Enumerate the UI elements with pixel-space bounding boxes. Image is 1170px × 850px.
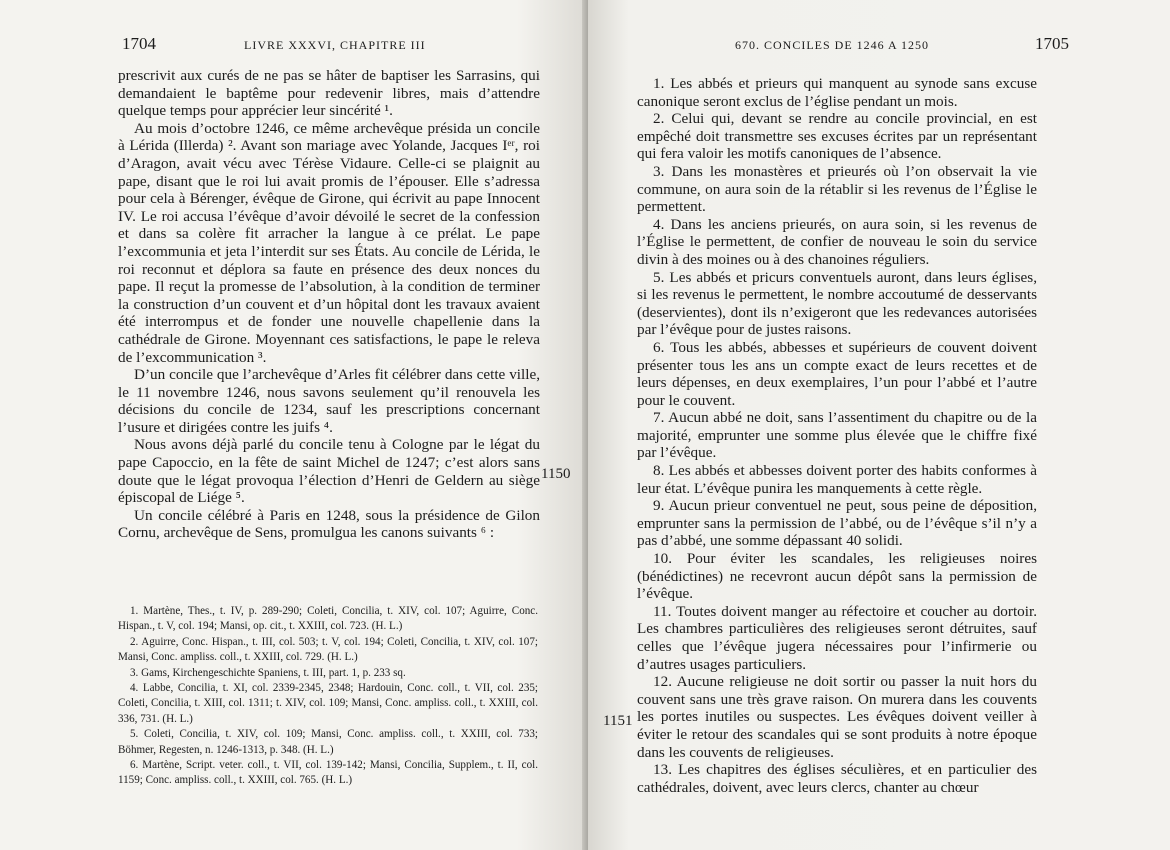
footnotes <box>118 604 538 789</box>
paragraph: 10. Pour éviter les scandales, les religieuses noires (bénédictines) ne recevront aucun dépôt sans la permission de l’évêque. <box>637 550 1037 603</box>
right-page <box>588 0 1170 850</box>
right-body-text <box>637 75 1037 796</box>
footnote: 4. Labbe, Concilia, t. XI, col. 2339-2345, 2348; Hardouin, Conc. coll., t. VII, col. 235; Coleti, Concilia, t. XIII, col. 1311; t. XIV, col. 109; Mansi, Conc. ampliss. coll., t. XXIII, col. 336, 731. (H. L.) <box>118 682 538 725</box>
paragraph: 12. Aucune religieuse ne doit sortir ou passer la nuit hors du couvent sans une très grave raison. On murera dans les couvents les portes inutiles ou suspectes. Les évêques doivent veiller à éviter le retour des scandales qui se sont produits à notre époque dans les couvents de religieuses. <box>637 673 1037 761</box>
footnote: 3. Gams, Kirchengeschichte Spaniens, t. III, part. 1, p. 233 sq. <box>130 666 406 679</box>
running-head-right: 670. CONCILES DE 1246 A 1250 <box>735 38 930 52</box>
paragraph: 9. Aucun prieur conventuel ne peut, sous peine de déposition, emprunter sans la permission de l’abbé, ou de l’évêque s’il n’y a pas d’abbé, une somme dépassant 40 solidi. <box>637 497 1037 550</box>
paragraph: 3. Dans les monastères et prieurés où l’on observait la vie commune, on aura soin de la rétablir si les revenus de l’Église le permettent. <box>637 162 1037 216</box>
paragraph: 5. Les abbés et pricurs conventuels auront, dans leurs églises, si les revenus le permettent, le nombre accoutumé de desservants (deservientes), dont ils n’exigeront que les redevances autorisées par l’évêque pour de justes raisons. <box>637 268 1037 339</box>
margin-page-ref: 1151 <box>603 713 633 729</box>
paragraph: 2. Celui qui, devant se rendre au concile provincial, en est empêché doit transmettre ses excuses écrites par un représentant qui fera valoir les motifs canoniques de l’absence. <box>637 110 1037 163</box>
paragraph: prescrivit aux curés de ne pas se hâter de baptiser les Sarrasins, qui demandaient le baptême pour redevenir libres, mais d’attendre quelque temps pour apprécier leur sincérité ¹. <box>118 67 540 120</box>
paragraph: Au mois d’octobre 1246, ce même archevêque présida un concile à Lérida (Illerda) ². Avant son mariage avec Yolande, Jacques Iᵉʳ, roi d’Aragon, avait vécu avec Térèse Vidaure. Celle-ci se plaignit au pape, disant que le roi lui avait promis de l’épouser. Elle s’adressa pour cela à Bérenger, évêque de Girone, qui écrivit au pape Innocent IV. Le roi accusa l’évêque d’avoir dévoilé le secret de la confession et dans sa colère fit arracher la langue à ce prélat. Le pape l’excommunia et jeta l’interdit sur ses États. Au concile de Lérida, le roi reconnut et déplora sa faute en présence des deux nonces du pape. Il reçut la promesse de l’absolution, à la condition de terminer la construction d’un couvent et d’un hôpital dont les travaux avaient été interrompus et de fonder une nouvelle chapellenie dans la cathédrale de Girone. Moyennant ces satisfactions, le pape le releva de l’excommunication ³. <box>118 119 540 366</box>
paragraph: D’un concile que l’archevêque d’Arles fit célébrer dans cette ville, le 11 novembre 1246, nous savons seulement qu’il renouvela les décisions du concile de 1234, sauf les prescriptions concernant l’usure et dirigées contre les juifs ⁴. <box>118 366 540 436</box>
running-head-left: LIVRE XXXVI, CHAPITRE III <box>244 38 426 52</box>
left-body-text <box>118 67 540 542</box>
margin-page-ref: 1150 <box>541 466 571 482</box>
paragraph: 6. Tous les abbés, abbesses et supérieurs de couvent doivent présenter tous les ans un compte exact de leurs recettes et de leurs dépenses, en deux exemplaires, l’un pour l’abbé et l’autre pour le couvent. <box>637 338 1037 409</box>
footnote: 2. Aguirre, Conc. Hispan., t. III, col. 503; t. V, col. 194; Coleti, Concilia, t. XIV, col. 107; Mansi, Conc. ampliss. coll., t. XXIII, col. 729. (H. L.) <box>118 635 538 664</box>
page-number-right: 1705 <box>1035 34 1069 53</box>
paragraph: 13. Les chapitres des églises séculières, et en particulier des cathédrales, doivent, avec leurs clercs, chanter au chœur <box>637 761 1037 796</box>
page-number-left: 1704 <box>122 34 156 53</box>
paragraph: Nous avons déjà parlé du concile tenu à Cologne par le légat du pape Capoccio, en la fête de saint Michel de 1247; c’est alors sans doute que le légat provoqua l’élection d’Henri de Geldern au siège épiscopal de Liége ⁵. <box>118 436 540 507</box>
paragraph: Un concile célébré à Paris en 1248, sous la présidence de Gilon Cornu, archevêque de Sens, promulgua les canons suivants ⁶ : <box>118 506 540 542</box>
paragraph: 4. Dans les anciens prieurés, on aura soin, si les revenus de l’Église le permettent, de confier de nouveau le soin du service divin à des moines ou à des chanoines réguliers. <box>637 215 1037 268</box>
paragraph: 11. Toutes doivent manger au réfectoire et coucher au dortoir. Les chambres particulières des religieuses seront détruites, sauf celles que l’évêque jugera nécessaires pour l’infirmerie ou d’autres usages particuliers. <box>637 602 1037 673</box>
paragraph: 8. Les abbés et abbesses doivent porter des habits conformes à leur état. L’évêque punira les manquements à cette règle. <box>637 462 1037 497</box>
paragraph: 7. Aucun abbé ne doit, sans l’assentiment du chapitre ou de la majorité, emprunter une somme plus élevée que le chiffre fixé par l’évêque. <box>637 409 1037 462</box>
paragraph: 1. Les abbés et prieurs qui manquent au synode sans excuse canonique seront exclus de l’église pendant un mois. <box>637 75 1037 110</box>
footnote: 6. Martène, Script. veter. coll., t. VII, col. 139-142; Mansi, Concilia, Supplem., t. II, col. 1159; Conc. ampliss. coll., t. XXIII, col. 765. (H. L.) <box>118 759 538 787</box>
footnote: 1. Martène, Thes., t. IV, p. 289-290; Coleti, Concilia, t. XIV, col. 107; Aguirre, Conc. Hispan., t. V, col. 194; Mansi, op. cit., t. XXIII, col. 723. (H. L.) <box>118 605 538 633</box>
footnote: 5. Coleti, Concilia, t. XIV, col. 109; Mansi, Conc. ampliss. coll., t. XXIII, col. 733; Böhmer, Regesten, n. 1246-1313, p. 348. (H. L.) <box>118 728 538 756</box>
